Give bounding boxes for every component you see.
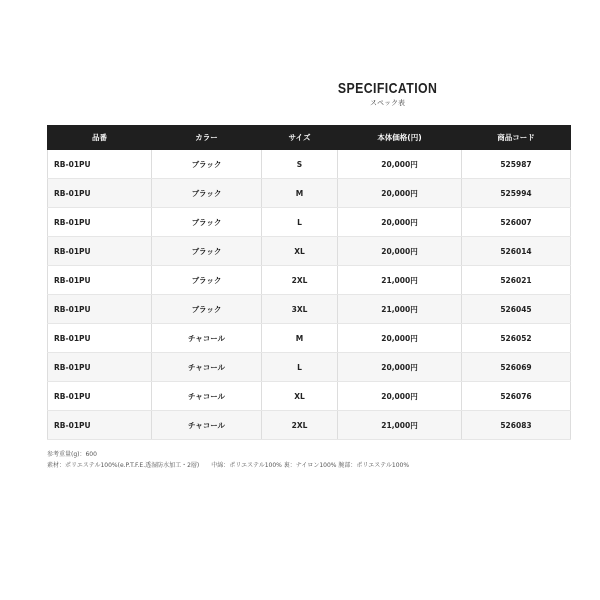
table-row	[48, 237, 571, 266]
cell-color: ブラック	[152, 150, 262, 179]
cell-product-number: RB-01PU	[48, 382, 152, 411]
header-color: カラー	[152, 126, 262, 150]
cell-product-code: 526076	[462, 382, 571, 411]
cell-product-number: RB-01PU	[48, 295, 152, 324]
cell-product-code: 525994	[462, 179, 571, 208]
header-size: サイズ	[262, 126, 338, 150]
header-product-number: 品番	[48, 126, 152, 150]
spec-table	[47, 125, 571, 440]
cell-product-code: 526007	[462, 208, 571, 237]
cell-price: 20,000円	[338, 237, 462, 266]
cell-size: L	[262, 208, 338, 237]
cell-product-code: 526052	[462, 324, 571, 353]
cell-price: 20,000円	[338, 324, 462, 353]
cell-product-code: 526021	[462, 266, 571, 295]
weight-note	[47, 449, 409, 460]
cell-product-number: RB-01PU	[48, 266, 152, 295]
cell-color: チャコール	[152, 353, 262, 382]
cell-color: ブラック	[152, 237, 262, 266]
header-product-code: 商品コード	[462, 126, 571, 150]
cell-size: XL	[262, 382, 338, 411]
table-row	[48, 295, 571, 324]
spec-heading	[0, 78, 600, 108]
cell-price: 20,000円	[338, 382, 462, 411]
cell-product-number: RB-01PU	[48, 324, 152, 353]
cell-size: M	[262, 324, 338, 353]
cell-product-code: 526014	[462, 237, 571, 266]
cell-product-number: RB-01PU	[48, 179, 152, 208]
table-row	[48, 266, 571, 295]
table-row	[48, 324, 571, 353]
cell-product-number: RB-01PU	[48, 237, 152, 266]
table-row	[48, 208, 571, 237]
page-subtitle: スペック表	[370, 99, 405, 107]
cell-product-number: RB-01PU	[48, 208, 152, 237]
spec-notes	[47, 449, 409, 471]
cell-price: 21,000円	[338, 266, 462, 295]
cell-product-code: 526045	[462, 295, 571, 324]
cell-price: 20,000円	[338, 150, 462, 179]
cell-product-code: 526083	[462, 411, 571, 440]
table-row	[48, 411, 571, 440]
cell-size: M	[262, 179, 338, 208]
cell-color: チャコール	[152, 411, 262, 440]
cell-product-number: RB-01PU	[48, 411, 152, 440]
material-note-text: 素材：ポリエステル100%(e.P.T.F.E.透湿防水加工・2層) 中綿：ポリエステル100% 裏：ナイロン100% 腕部：ポリエステル100%	[47, 462, 410, 469]
cell-price: 21,000円	[338, 411, 462, 440]
cell-size: XL	[262, 237, 338, 266]
cell-size: 3XL	[262, 295, 338, 324]
cell-product-number: RB-01PU	[48, 353, 152, 382]
cell-color: ブラック	[152, 208, 262, 237]
table-header-row	[48, 126, 571, 150]
cell-size: L	[262, 353, 338, 382]
cell-color: ブラック	[152, 295, 262, 324]
cell-price: 21,000円	[338, 295, 462, 324]
table-row	[48, 382, 571, 411]
cell-color: ブラック	[152, 266, 262, 295]
material-note	[47, 460, 409, 471]
cell-size: 2XL	[262, 411, 338, 440]
cell-product-number: RB-01PU	[48, 150, 152, 179]
cell-price: 20,000円	[338, 208, 462, 237]
cell-color: チャコール	[152, 382, 262, 411]
cell-product-code: 526069	[462, 353, 571, 382]
table-row	[48, 150, 571, 179]
cell-color: ブラック	[152, 179, 262, 208]
page-title: SPECIFICATION	[337, 80, 438, 97]
cell-price: 20,000円	[338, 179, 462, 208]
header-price: 本体価格(円)	[338, 126, 462, 150]
cell-product-code: 525987	[462, 150, 571, 179]
table-row	[48, 179, 571, 208]
cell-color: チャコール	[152, 324, 262, 353]
weight-note-text: 参考重量(g)：600	[47, 451, 97, 458]
table-row	[48, 353, 571, 382]
cell-size: S	[262, 150, 338, 179]
cell-size: 2XL	[262, 266, 338, 295]
cell-price: 20,000円	[338, 353, 462, 382]
